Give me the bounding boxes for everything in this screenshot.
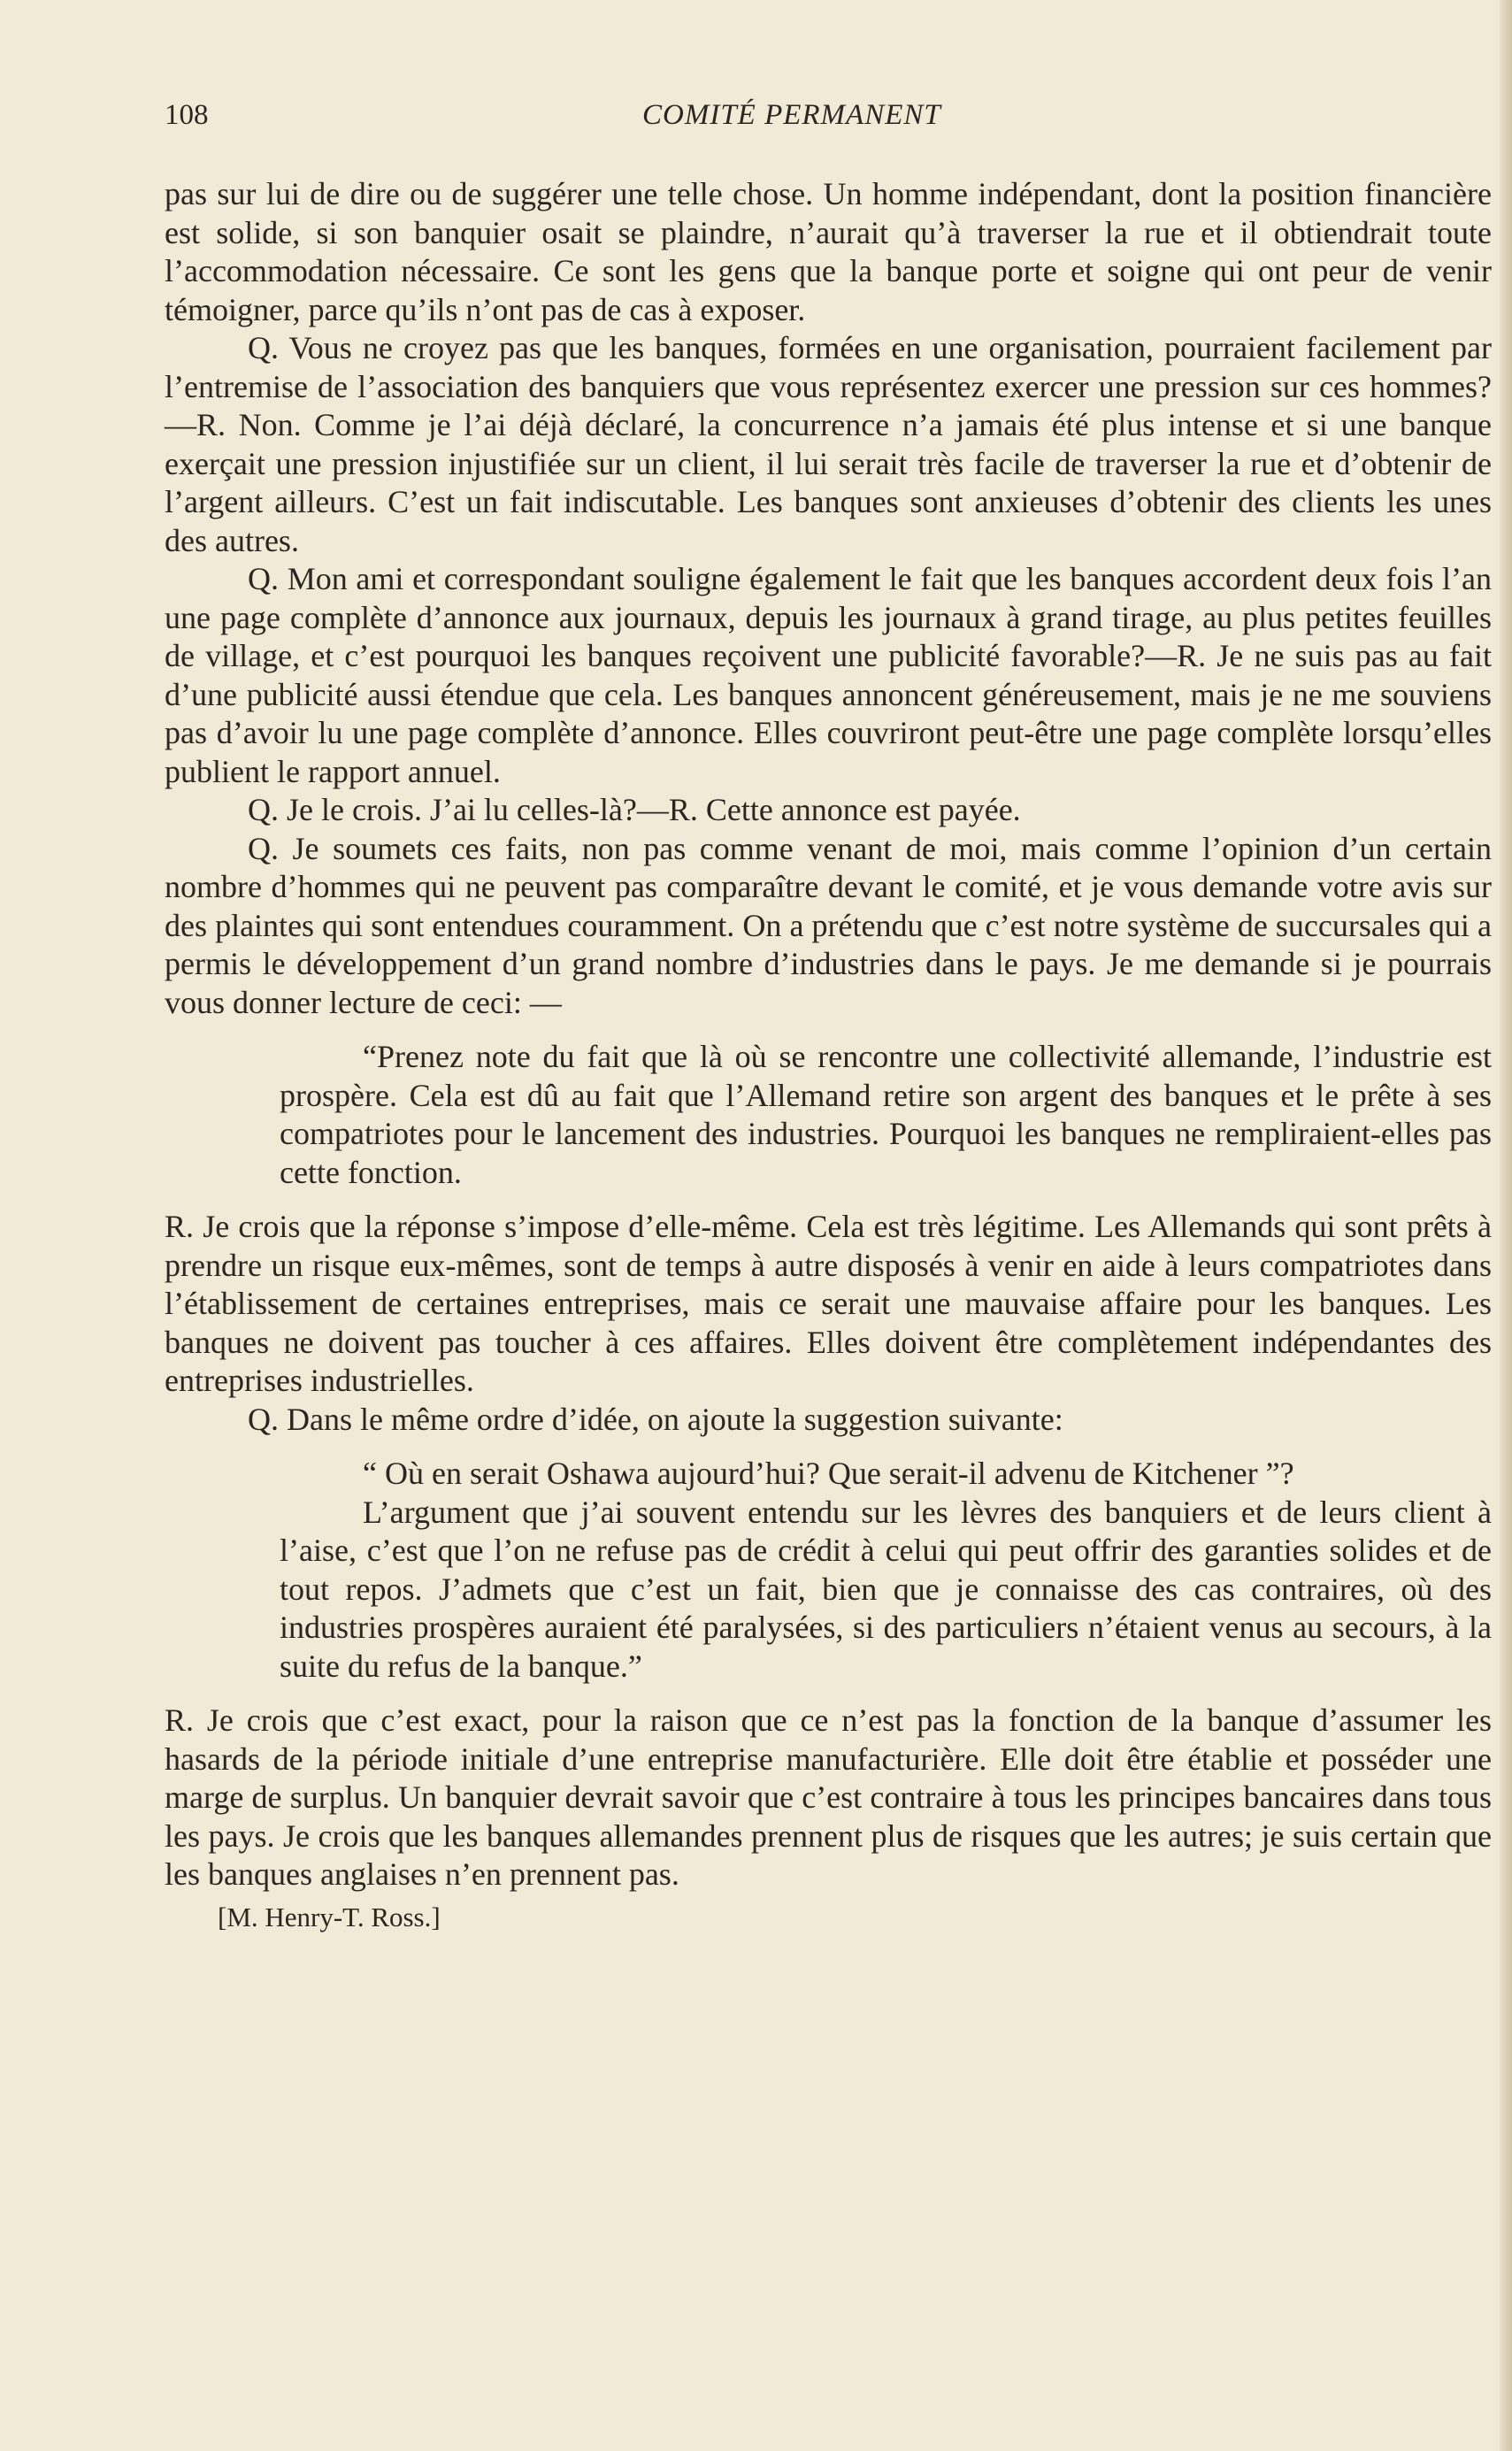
page-edge (1500, 0, 1512, 2451)
body-text (165, 175, 1492, 1936)
block-quote: “ Où en serait Oshawa aujourd’hui? Que serait-il advenu de Kitchener ”? (363, 1456, 1294, 1491)
paragraph: pas sur lui de dire ou de suggérer une telle chose. Un homme indépendant, dont la position financière est solide, si son banquier osait se plaindre, n’aurait qu’à traverser la rue et il obtiendrait toute l’accommodation nécessaire. Ce sont les gens que la banque porte et soigne qui ont peur de venir témoigner, parce qu’ils n’ont pas de cas à exposer. (165, 176, 1492, 327)
page-number: 108 (165, 99, 209, 131)
paragraph: Q. Je soumets ces faits, non pas comme venant de moi, mais comme l’opinion d’un certain nombre d’hommes qui ne peuvent pas comparaître devant le comité, et je vous demande votre avis sur des plaintes qui sont entendues couramment. On a prétendu que c’est notre système de succursales qui a permis le développement d’un grand nombre d’industries dans le pays. Je me demande si je pourrais vous donner lecture de ceci: — (165, 830, 1492, 1020)
block-quote: L’argument que j’ai souvent entendu sur les lèvres des banquiers et de leurs client à l’aise, c’est que l’on ne refuse pas de crédit à celui qui peut offrir des garanties solides et de tout repos. J’admets que c’est un fait, bien que je connaisse des cas contraires, où des industries prospères auraient été paralysées, si des particuliers n’étaient venus au secours, à la suite du refus de la banque.” (280, 1494, 1492, 1684)
paragraph: R. Je crois que la réponse s’impose d’elle-même. Cela est très légitime. Les Allemands qui sont prêts à prendre un risque eux-mêmes, sont de temps à autre disposés à venir en aide à leurs compatriotes dans l’établissement de certaines entreprises, mais ce serait une mauvaise affaire pour les banques. Les banques ne doivent pas toucher à ces affaires. Elles doivent être complètement indépendantes des entreprises industrielles. (165, 1209, 1492, 1398)
paragraph: Q. Dans le même ordre d’idée, on ajoute la suggestion suivante: (248, 1401, 1063, 1437)
page-header (165, 99, 1492, 143)
speaker-note: [M. Henry-T. Ross.] (218, 1901, 441, 1932)
running-title: COMITÉ PERMANENT (642, 99, 941, 131)
paragraph: Q. Je le crois. J’ai lu celles-là?—R. Cette annonce est payée. (248, 792, 1021, 827)
paragraph: Q. Vous ne croyez pas que les banques, formées en une organisation, pourraient facilement par l’entremise de l’association des banquiers que vous représentez exercer une pression sur ces hommes?—R. Non. Comme je l’ai déjà déclaré, la concurrence n’a jamais été plus intense et si une banque exerçait une pression injustifiée sur un client, il lui serait très facile de traverser la rue et d’obtenir de l’argent ailleurs. C’est un fait indiscutable. Les banques sont anxieuses d’obtenir des clients les unes des autres. (165, 330, 1492, 558)
paragraph: R. Je crois que c’est exact, pour la raison que ce n’est pas la fonction de la banque d’assumer les hasards de la période initiale d’une entreprise manufacturière. Elle doit être établie et posséder une marge de surplus. Un banquier devrait savoir que c’est contraire à tous les principes bancaires dans tous les pays. Je crois que les banques allemandes prennent plus de risques que les autres; je suis certain que les banques anglaises n’en prennent pas. (165, 1702, 1492, 1892)
paragraph: Q. Mon ami et correspondant souligne également le fait que les banques accordent deux fois l’an une page complète d’annonce aux journaux, depuis les journaux à grand tirage, au plus petites feuilles de village, et c’est pourquoi les banques reçoivent une publicité favorable?—R. Je ne suis pas au fait d’une publicité aussi étendue que cela. Les banques annoncent généreusement, mais je ne me souviens pas d’avoir lu une page complète d’annonce. Elles couvriront peut-être une page complète lorsqu’elles publient le rapport annuel. (165, 561, 1492, 789)
block-quote: “Prenez note du fait que là où se rencontre une collectivité allemande, l’industrie est prospère. Cela est dû au fait que l’Allemand retire son argent des banques et le prête à ses compatriotes pour le lancement des industries. Pourquoi les banques ne rempliraient-elles pas cette fonction. (280, 1039, 1492, 1190)
